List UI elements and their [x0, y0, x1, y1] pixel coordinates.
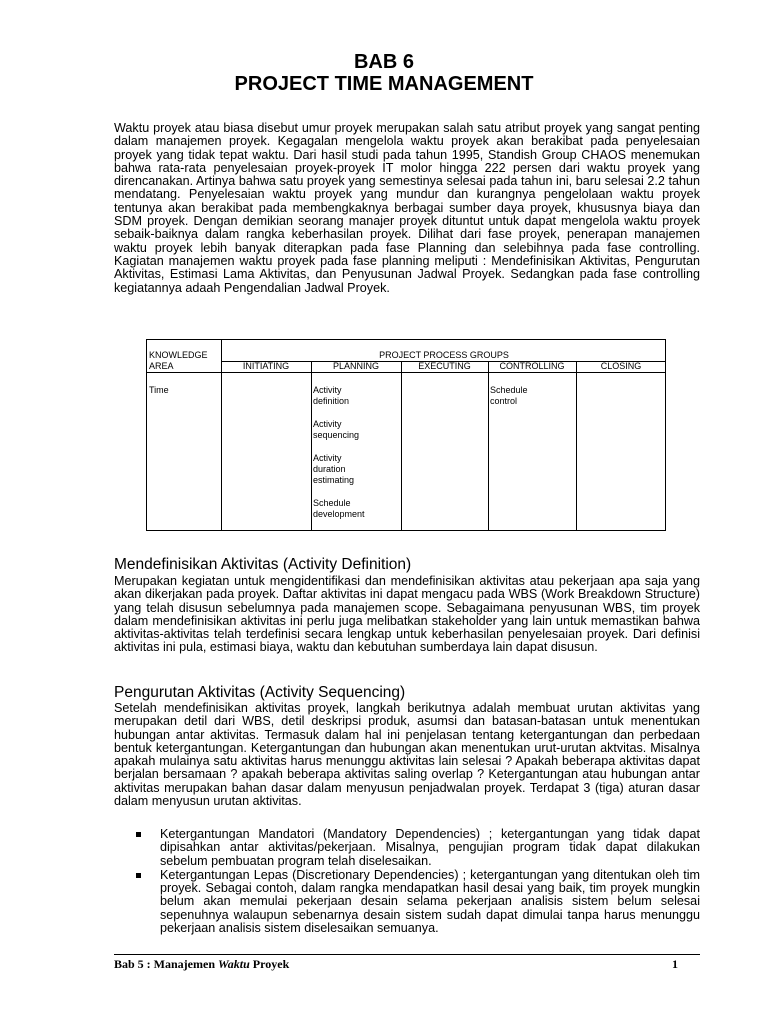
row-label-time: Time	[149, 385, 169, 395]
chapter-number: BAB 6	[353, 51, 414, 73]
column-header-executing: EXECUTING	[418, 361, 471, 371]
bullet-icon	[136, 873, 141, 878]
section-heading-activity-sequencing: Pengurutan Aktivitas (Activity Sequencing)	[114, 684, 406, 701]
footer-divider	[114, 954, 700, 955]
process-groups-table	[146, 339, 666, 531]
planning-item: definition	[313, 396, 350, 406]
footer-chapter-prefix: Bab 5 : Manajemen	[114, 957, 218, 971]
page-footer	[114, 957, 700, 971]
list-item-text: Ketergantungan Mandatori (Mandatory Dependencies) ; ketergantungan yang tidak dapat dipisahkan antar aktivitas/pekerjaan. Misalnya, pengujian program tidak dapat dilakukan sebelum pembuatan program telah diselesaikan.	[160, 827, 700, 868]
planning-item: Activity	[313, 385, 342, 395]
column-header-controlling: CONTROLLING	[499, 361, 565, 371]
bullet-icon	[136, 832, 141, 837]
table-divider	[311, 361, 312, 530]
knowledge-area-header-line1: KNOWLEDGE	[149, 350, 208, 360]
activity-sequencing-paragraph: Setelah mendefinisikan aktivitas proyek, langkah berikutnya adalah membuat urutan aktivitas yang merupakan detil dari WBS, detil deskripsi produk, asumsi dan batasan-batasan untuk menentukan hubungan antar aktivitas. Termasuk dalam hal ini penjelasan tentang ketergantungan dan perbedaan bentuk ketergantungan. Ketergantungan dan hubungan akan menentukan urut-urutan aktvitas. Misalnya apakah mulainya satu aktivitas harus menunggu aktivitas lain selesai ? Apakah beberapa aktivitas dapat berjalan bersamaan ? apakah beberapa aktivitas saling overlap ? Ketergantungan atau hubungan antar aktivitas merupakan bahan dasar dalam menyusun penjadwalan proyek. Terdapat 3 (tiga) aturan dasar dalam menyusun urutan aktivitas.	[114, 701, 700, 809]
activity-definition-paragraph: Merupakan kegiatan untuk mengidentifikasi dan mendefinisikan aktivitas atau pekerjaan apa saja yang akan dikerjakan pada proyek. Daftar aktivitas ini dapat mengacu pada WBS (Work Breakdown Structure) yang telah disusun sebelumnya pada manajemen scope. Sebagaimana penyusunan WBS, tim proyek dalam mendefinisikan aktivitas ini perlu juga melibatkan stakeholder yang lain untuk memastikan bahwa aktivitas-aktivitas telah terdefinisi secara lengkap untuk keberhasilan penyelesaian proyek. Dari definisi aktivitas ini pula, estimasi biaya, waktu dan kebutuhan sumberdaya lain dapat disusun.	[114, 574, 700, 655]
controlling-item: control	[490, 396, 518, 406]
table-divider	[488, 361, 489, 530]
column-header-planning: PLANNING	[332, 361, 379, 371]
knowledge-area-header-line2: AREA	[149, 361, 174, 371]
table-divider	[576, 361, 577, 530]
table-divider	[401, 361, 402, 530]
list-item	[114, 869, 700, 935]
planning-item: Schedule	[313, 498, 351, 508]
planning-item: development	[313, 509, 365, 519]
column-header-initiating: INITIATING	[242, 361, 290, 371]
planning-item: sequencing	[313, 430, 360, 440]
chapter-title: PROJECT TIME MANAGEMENT	[234, 73, 534, 95]
list-item	[114, 828, 700, 868]
column-header-closing: CLOSING	[600, 361, 642, 371]
list-item-text: Ketergantungan Lepas (Discretionary Dependencies) ; ketergantungan yang ditentukan oleh tim proyek. Sebagai contoh, dalam rangka mendapatkan hasil desai yang baik, tim proyek mungkin belum akan memulai pekerjaan desain selama pekerjaan analisis sistem belum selesai sepenuhnya walaupun sebenarnya desain sistem sudah dapat dimulai tanpa harus menunggu pekerjaan analisis sistem diselesaikan semuanya.	[160, 867, 700, 936]
intro-paragraph: Waktu proyek atau biasa disebut umur proyek merupakan salah satu atribut proyek yang sangat penting dalam manajemen proyek. Kegagalan mengelola waktu proyek akan berakibat pada penyelesaian proyek yang tidak tepat waktu. Dari hasil studi pada tahun 1995, Standish Group CHAOS menemukan bahwa rata-rata penyelesaian proyek-proyek IT molor hingga 222 persen dari waktu proyek yang direncanakan. Artinya bahwa satu proyek yang semestinya selesai pada tahun ini, baru selesai 2.2 tahun mendatang. Penyelesaian waktu proyek yang mundur dan kurangnya pengelolaan waktu proyek tentunya akan berakibat pada membengkaknya berbagai sumber daya proyek, khususnya biaya dan SDM proyek. Dengan demikian seorang manajer proyek dituntut untuk dapat mengelola waktu proyek sebaik-baiknya dalam rangka keberhasilan proyek. Dilihat dari fase proyek, penerapan manajemen waktu proyek lebih banyak diterapkan pada fase Planning dan selebihnya pada fase controlling. Kagiatan manajemen waktu proyek pada fase planning meliputi : Mendefinisikan Aktivitas, Pengurutan Aktivitas, Estimasi Lama Aktivitas, dan Penyusunan Jadwal Proyek. Sedangkan pada fase controlling kegiatannya adaah Pengendalian Jadwal Proyek.	[114, 121, 700, 295]
planning-item: duration	[313, 464, 346, 474]
process-groups-header: PROJECT PROCESS GROUPS	[379, 350, 509, 360]
controlling-item: Schedule	[490, 385, 528, 395]
planning-item: Activity	[313, 419, 342, 429]
planning-item: Activity	[313, 453, 342, 463]
dependency-list	[114, 828, 700, 936]
planning-item: estimating	[313, 475, 355, 485]
footer-chapter-italic: Waktu	[218, 957, 250, 971]
section-heading-activity-definition: Mendefinisikan Aktivitas (Activity Definition)	[114, 556, 412, 573]
footer-chapter-suffix: Proyek	[249, 957, 290, 971]
page-number: 1	[672, 957, 678, 971]
